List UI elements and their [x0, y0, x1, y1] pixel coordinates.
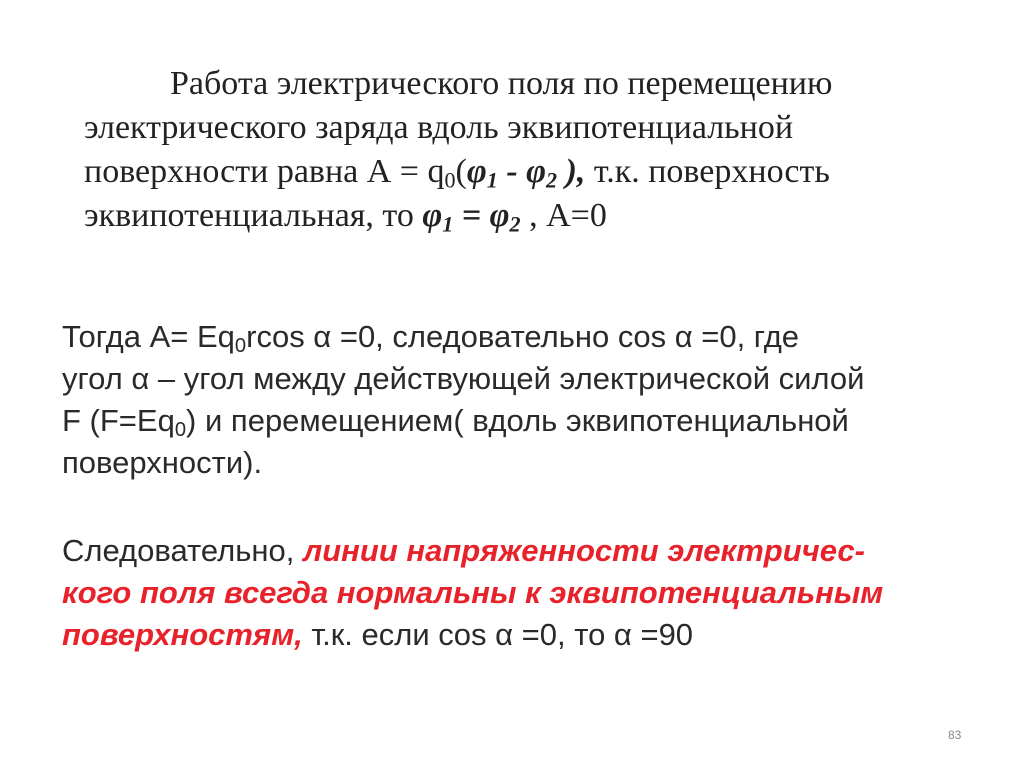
para2-line3-tail: ) и перемещением( вдоль эквипотенциальной: [186, 403, 849, 438]
para2-line3-text: F (F=Eq: [62, 403, 175, 438]
paragraph-gap: [62, 484, 1012, 530]
para2-line2: угол α – угол между действующей электрической силой: [62, 361, 865, 396]
phi2-symbol: φ: [526, 153, 547, 190]
emphasis-text-2: кого поля всегда нормальны к эквипотенциальным: [62, 575, 884, 610]
q-subscript: 0: [444, 167, 456, 193]
q0-subscript: 0: [234, 335, 247, 358]
para3-line1: [62, 530, 1012, 572]
phi1-equal-subscript: 1: [442, 211, 454, 237]
work-zero: А=0: [546, 197, 607, 234]
page-number: 83: [948, 728, 962, 742]
para1-line2: электрического заряда вдоль эквипотенциальной: [84, 109, 794, 146]
para2-line1-text: Тогда А= Eq: [62, 319, 235, 354]
minus-sign: -: [497, 153, 527, 190]
para2-line1: [62, 316, 1012, 358]
paragraph-work-of-field: [84, 62, 1004, 238]
phi1-equal-symbol: φ: [422, 197, 443, 234]
para2-line1-tail: rcos α =0, следовательно cos α =0, где: [246, 319, 800, 354]
phi1-subscript: 1: [486, 167, 498, 193]
emphasis-text-3: поверхностям,: [62, 617, 303, 652]
para3-line3: [62, 614, 1012, 656]
para2-line3: [62, 400, 1012, 442]
phi2-equal-subscript: 2: [509, 211, 521, 237]
para2-line4: поверхности).: [62, 445, 263, 480]
equals-sign: =: [453, 197, 490, 234]
para1-line3-text: поверхности равна А = q: [84, 153, 445, 190]
force-q0-subscript: 0: [174, 419, 187, 442]
para1-line1: Работа электрического поля по перемещению: [170, 65, 833, 102]
comma: ,: [520, 197, 547, 234]
paren-open: (: [455, 153, 467, 190]
para1-line3: [84, 150, 1004, 194]
emphasis-text-1: линии напряженности электричес-: [302, 533, 865, 568]
para1-line4: [84, 194, 1004, 238]
para3-line1-text: Следовательно,: [62, 533, 303, 568]
para1-line4-text: эквипотенциальная, то: [84, 197, 423, 234]
paragraph-explanation: [62, 316, 1012, 656]
para1-line3-tail: т.к. поверхность: [585, 153, 830, 190]
paren-close: ),: [557, 153, 586, 190]
phi1-symbol: φ: [466, 153, 487, 190]
phi2-subscript: 2: [546, 167, 558, 193]
phi2-equal-symbol: φ: [489, 197, 510, 234]
para3-line3-tail: т.к. если cos α =0, то α =90: [302, 617, 694, 652]
